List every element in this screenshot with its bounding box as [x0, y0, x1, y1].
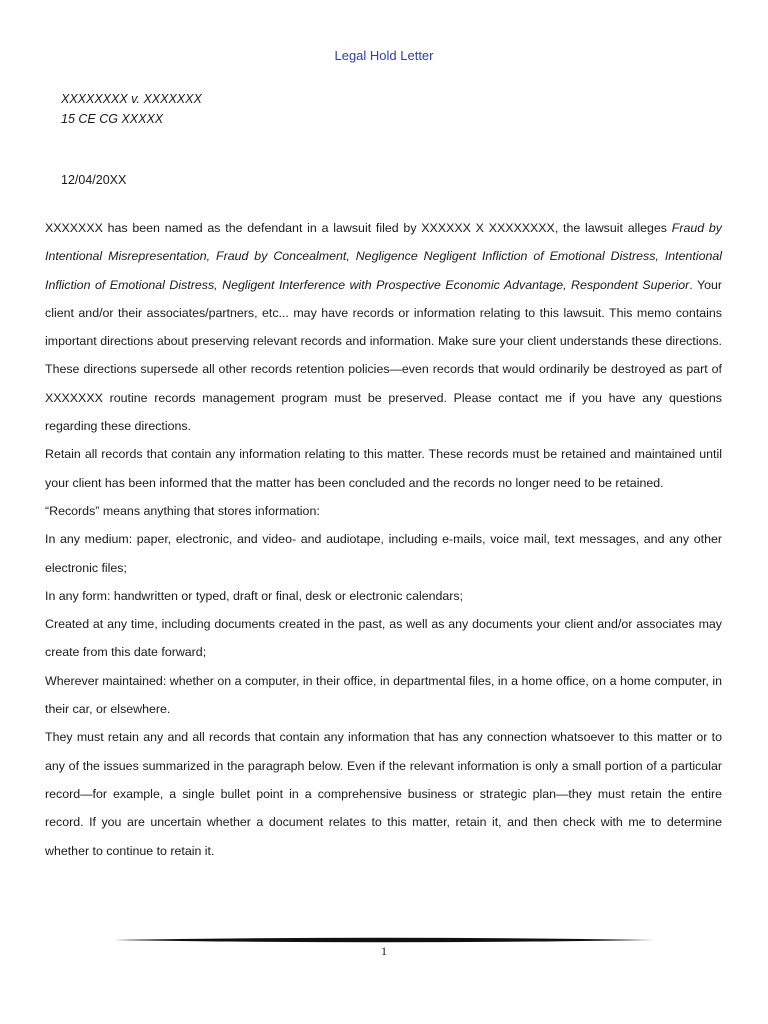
- case-caption: XXXXXXXX v. XXXXXXX: [61, 92, 202, 106]
- records-form-item: In any form: handwritten or typed, draft or final, desk or electronic calendars;: [45, 588, 464, 603]
- records-medium-item: In any medium: paper, electronic, and video- and audiotape, including e-mails, voice mail, text messages, and any other electronic files;: [45, 532, 722, 575]
- records-created-item: Created at any time, including documents created in the past, as well as any documents your client and/or associates may create from this date forward;: [45, 617, 722, 660]
- page-number: 1: [381, 944, 387, 958]
- alleged-claims: Fraud by Intentional Misrepresentation, Fraud by Concealment, Negligence Negligent Infliction of Emotional Distress, Intentional Infliction of Emotional Distress, Negligent Interference with Prospective Economic Advantage, Respondent Superior: [45, 221, 722, 292]
- page-title: Legal Hold Letter: [334, 48, 434, 63]
- records-maintained-item: Wherever maintained: whether on a computer, in their office, in departmental files, in a home office, on a home computer, in their car, or elsewhere.: [45, 673, 722, 717]
- retain-paragraph: Retain all records that contain any information relating to this matter. These records must be retained and maintained until your client has been informed that the matter has been concluded and the records no longer need to be retained.: [45, 447, 722, 490]
- letter-body: [45, 214, 722, 865]
- retain-all-paragraph: They must retain any and all records that contain any information that has any connection whatsoever to this matter or to any of the issues summarized in the paragraph below. Even if the relevant information is only a small portion of a particular record—for example, a single bullet point in a comprehensive business or strategic plan—they must retain the entire record. If you are uncertain whether a document relates to this matter, retain it, and then check with me to determine whether to continue to retain it.: [45, 730, 722, 858]
- records-definition: “Records” means anything that stores information:: [45, 503, 320, 518]
- letter-date: 12/04/20XX: [61, 173, 127, 187]
- case-number: 15 CE CG XXXXX: [61, 112, 164, 126]
- intro-paragraph: XXXXXXX has been named as the defendant in a lawsuit filed by XXXXXX X XXXXXXXX, the lawsuit alleges Fraud by Intentional Misrepresentation, Fraud by Concealment, Negligence Negligent Infliction of Emotional Distress, Intentional Infliction of Emotional Distress, Negligent Interference with Prospective Economic Advantage, Respondent Superior. Your client and/or their associates/partners, etc... may have records or information relating to this lawsuit. This memo contains important directions about preserving relevant records and information. Make sure your client understands these directions. These directions supersede all other records retention policies—even records that would ordinarily be destroyed as part of XXXXXXX routine records management program must be preserved. Please contact me if you have any questions regarding these directions.: [45, 221, 722, 434]
- footer-divider: [114, 936, 654, 944]
